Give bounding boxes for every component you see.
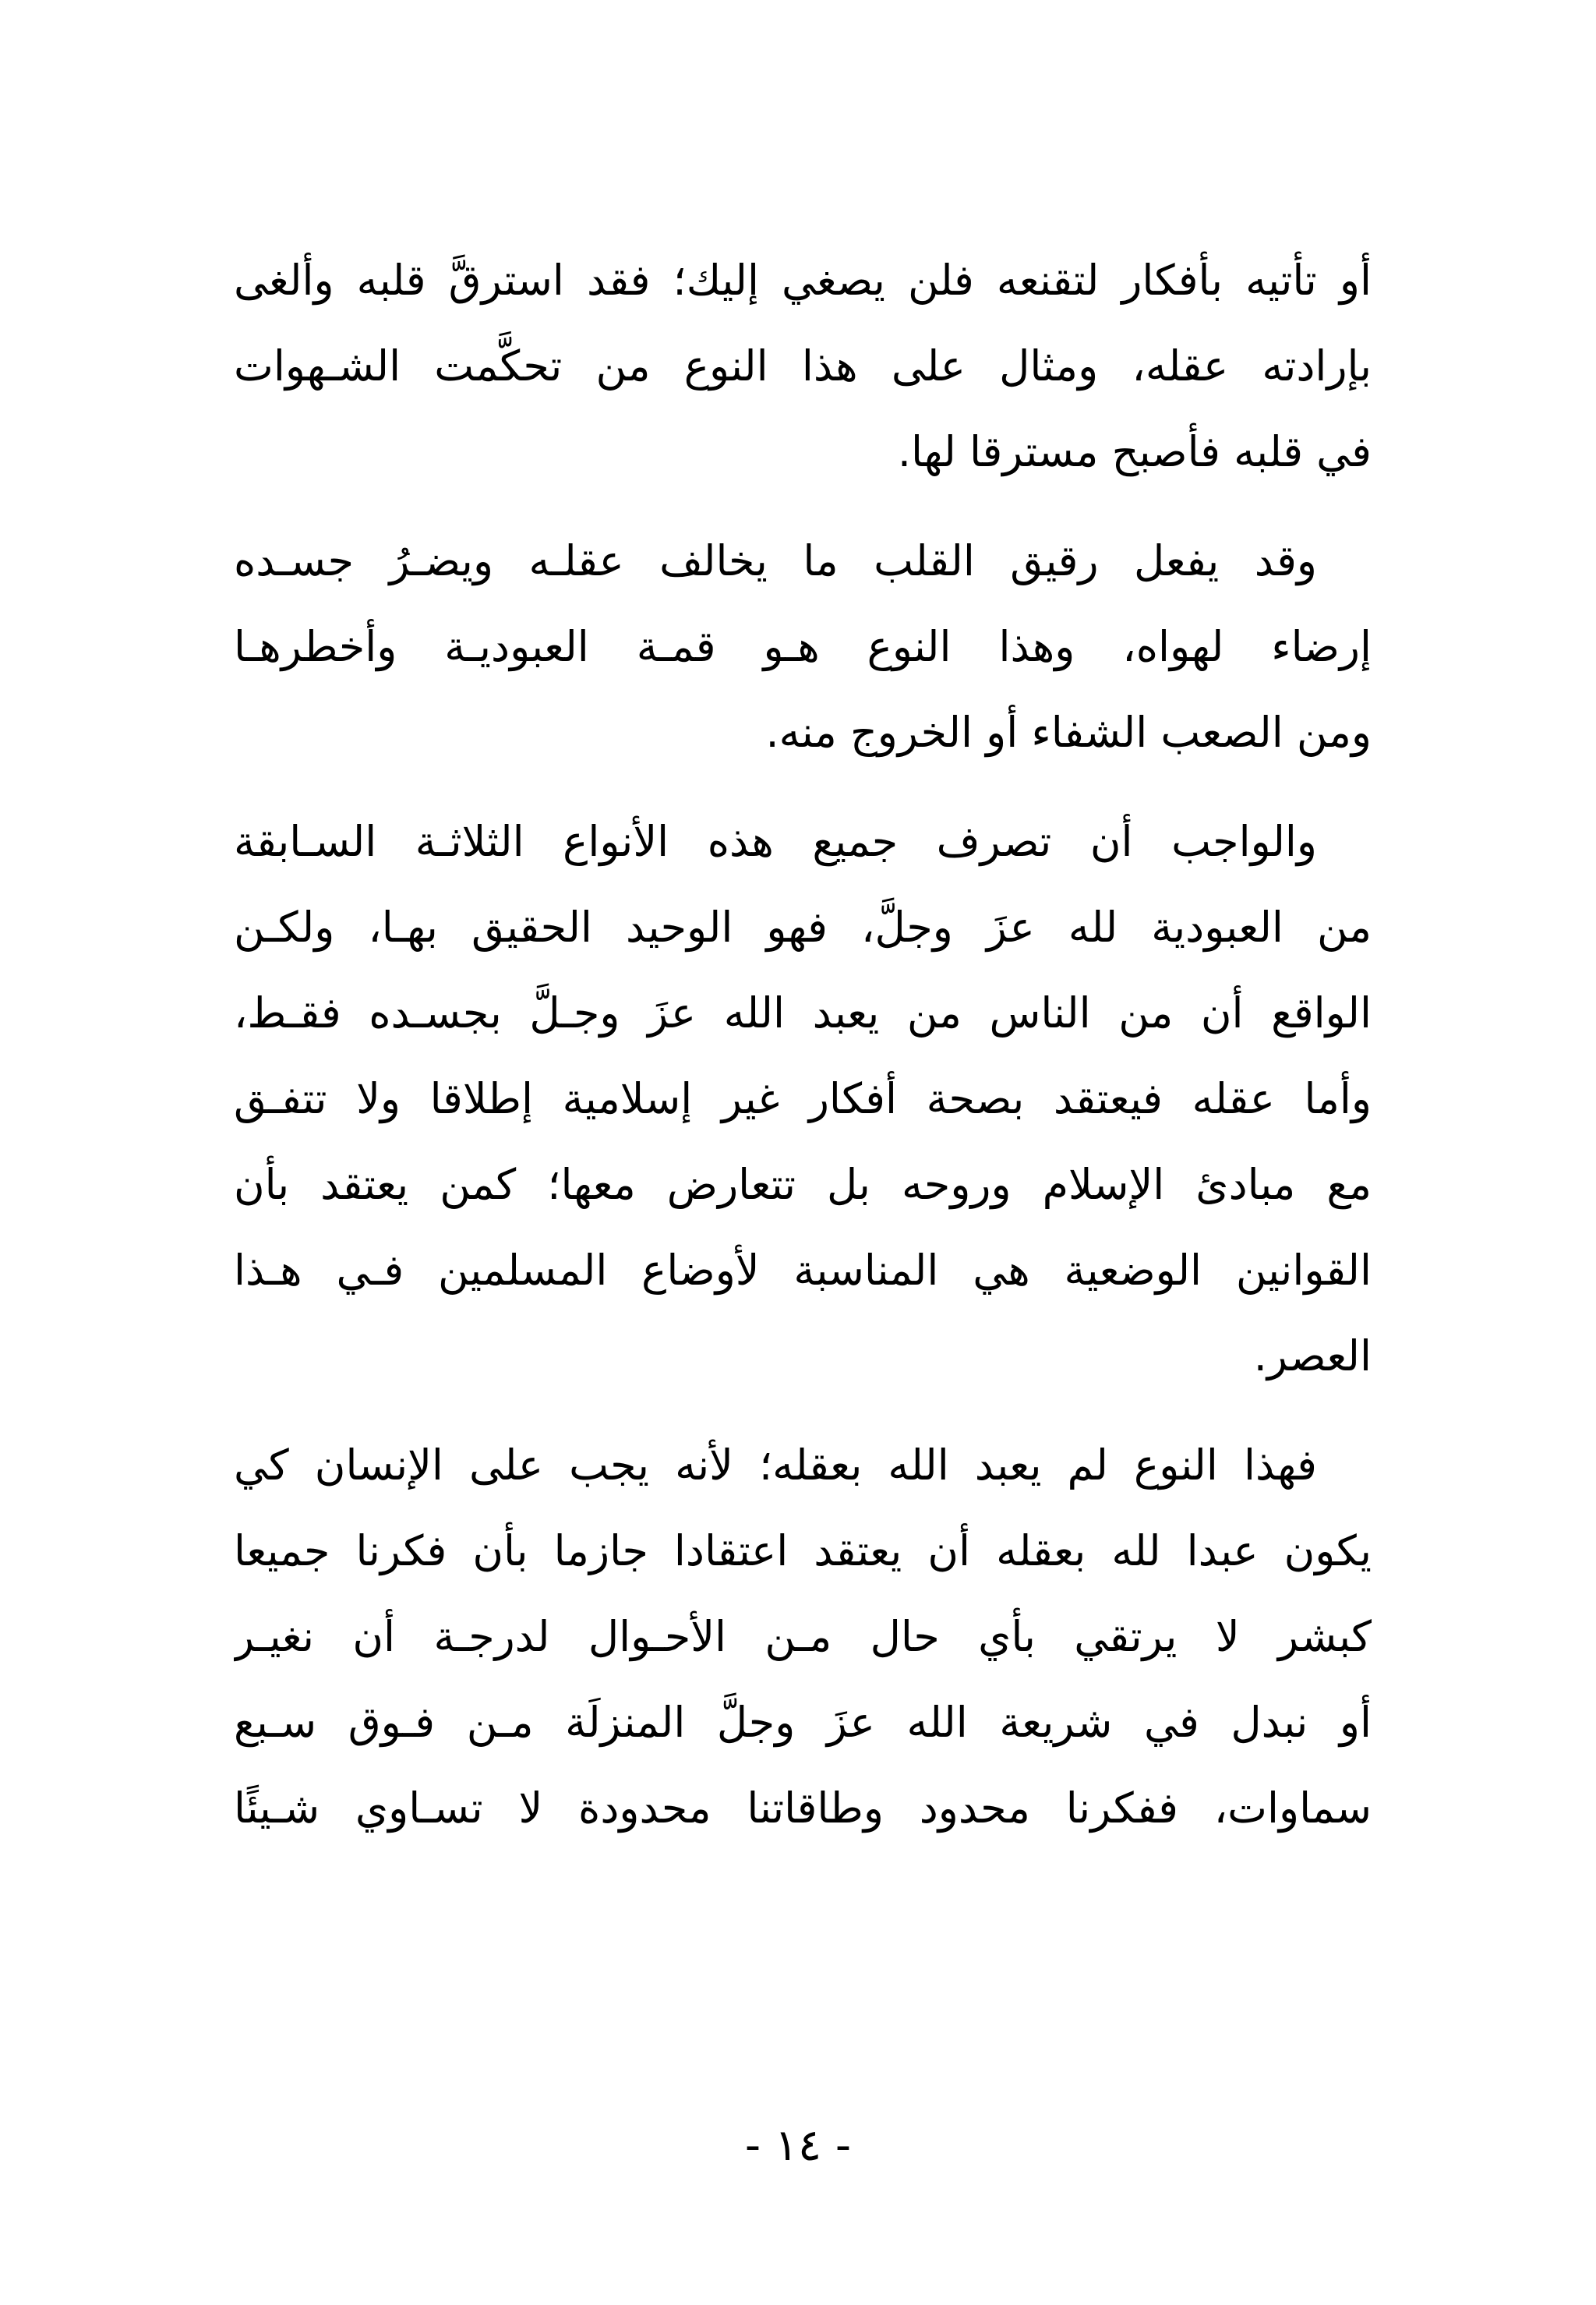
- paragraph-1: [234, 238, 1372, 495]
- text-line: أو تأتيه بأفكار لتقنعه فلن يصغي إليك؛ فقد استرقَّ قلبه وألغى: [234, 256, 1372, 305]
- page-number: - ١٤ -: [744, 2120, 852, 2171]
- text-line: إرضاء لهواه، وهذا النوع هـو قمـة العبوديـة وأخطرهـا: [234, 622, 1372, 671]
- text-line: وقد يفعل رقيق القلب ما يخالف عقلـه ويضـرُ جسـده: [234, 536, 1317, 585]
- text-line: بإرادته عقله، ومثال على هذا النوع من تحكَّمت الشـهوات: [234, 341, 1372, 391]
- text-line: العصر.: [1253, 1331, 1372, 1381]
- body-text: [234, 238, 1372, 1851]
- text-line: يكون عبدا لله بعقله أن يعتقد اعتقادا جازما بأن فكرنا جميعا: [234, 1526, 1372, 1575]
- text-line: ومن الصعب الشفاء أو الخروج منه.: [765, 708, 1372, 757]
- text-line: فهذا النوع لم يعبد الله بعقله؛ لأنه يجب على الإنسان كي: [234, 1441, 1317, 1490]
- text-line: سماوات، ففكرنا محدود وطاقاتنا محدودة لا تسـاوي شـيئًا: [234, 1784, 1372, 1833]
- text-line: الواقع أن من الناس من يعبد الله عزَ وجـلَّ بجسـده فقـط،: [234, 988, 1372, 1038]
- paragraph-3: [234, 799, 1372, 1399]
- text-line: القوانين الوضعية هي المناسبة لأوضاع المسلمين فـي هـذا: [234, 1246, 1372, 1295]
- text-line: مع مبادئ الإسلام وروحه بل تتعارض معها؛ كمن يعتقد بأن: [234, 1160, 1372, 1209]
- text-line: وأما عقله فيعتقد بصحة أفكار غير إسلامية إطلاقا ولا تتفـق: [234, 1074, 1372, 1123]
- text-line: والواجب أن تصرف جميع هذه الأنواع الثلاثـة السـابقة: [234, 817, 1317, 866]
- text-line: كبشر لا يرتقي بأي حال مـن الأحـوال لدرجـة أن نغيـر: [234, 1612, 1372, 1661]
- paragraph-4: [234, 1423, 1372, 1851]
- text-line: أو نبدل في شريعة الله عزَ وجلَّ المنزلَة مـن فـوق سـبع: [234, 1698, 1372, 1747]
- text-line: من العبودية لله عزَ وجلَّ، فهو الوحيد الحقيق بهـا، ولكـن: [234, 903, 1372, 952]
- text-line: في قلبه فأصبح مسترقا لها.: [897, 427, 1372, 476]
- paragraph-2: [234, 518, 1372, 776]
